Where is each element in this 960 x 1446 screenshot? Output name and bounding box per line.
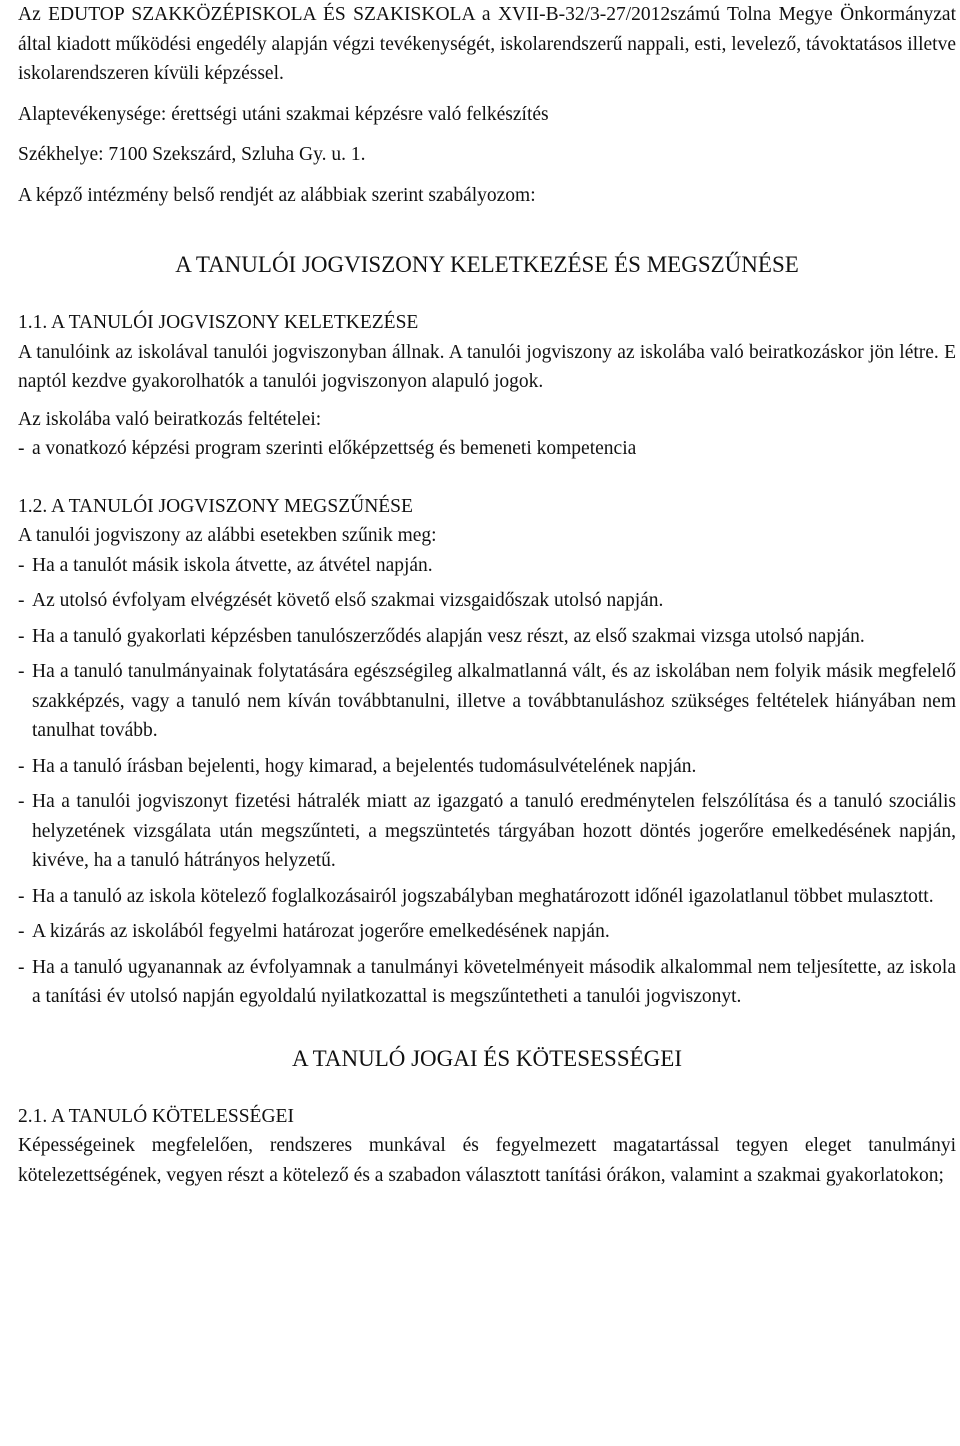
intro-paragraph: Az EDUTOP SZAKKÖZÉPISKOLA ÉS SZAKISKOLA a XVII-B-32/3-27/2012számú Tolna Megye Önkormányzat által kiadott működési engedély alapján végzi tevékenységét, iskolarendszerű nappali, esti, levelező, távoktatásos illetve iskolarendszeren kívüli képzéssel. — [18, 4, 956, 84]
section1-heading: A TANULÓI JOGVISZONY KELETKEZÉSE ÉS MEGSZŰNÉSE — [175, 252, 799, 277]
section2-1-heading: 2.1. A TANULÓ KÖTELESSÉGEI — [18, 1105, 294, 1127]
intro-regulation-statement: A képző intézmény belső rendjét az alábbiak szerint szabályozom: — [18, 184, 536, 206]
intro-headquarters: Székhelye: 7100 Szekszárd, Szluha Gy. u. 1. — [18, 144, 366, 165]
list-item: - Ha a tanuló gyakorlati képzésben tanulószerződés alapján vesz részt, az első szakmai vizsga utolsó napján. — [18, 622, 956, 652]
section1-1-heading: 1.1. A TANULÓI JOGVISZONY KELETKEZÉSE — [18, 312, 419, 333]
list-item: - a vonatkozó képzési program szerinti előképzettség és bemeneti kompetencia — [18, 434, 956, 464]
section2-1-paragraph: Képességeinek megfelelően, rendszeres munkával és fegyelmezett magatartással tegyen eleget tanulmányi kötelezettségének, vegyen részt a kötelező és a szabadon választott tanítási órákon, valamint a szakmai gyakorlatokon; — [18, 1135, 956, 1186]
document-page — [18, 0, 956, 1190]
enrollment-conditions-intro: Az iskolába való beiratkozás feltételei: — [18, 408, 322, 430]
section1-1-paragraph: A tanulóink az iskolával tanulói jogviszonyban állnak. A tanulói jogviszony az iskolába való beiratkozáskor jön létre. E naptól kezdve gyakorolhatók a tanulói jogviszonyon alapuló jogok. — [18, 341, 956, 392]
list-item: - Ha a tanulót másik iskola átvette, az átvétel napján. — [18, 551, 956, 581]
intro-main-activity: Alaptevékenysége: érettségi utáni szakmai képzésre való felkészítés — [18, 103, 549, 125]
list-item: - Ha a tanuló ugyanannak az évfolyamnak a tanulmányi követelményeit második alkalommal nem teljesítette, az iskola a tanítási év utolsó napján egyoldalú nyilatkozattal is megszűntetheti a tanulói jogviszonyt. — [18, 953, 956, 1012]
list-item: - Az utolsó évfolyam elvégzését követő első szakmai vizsgaidőszak utolsó napján. — [18, 586, 956, 616]
termination-cases-list — [18, 551, 956, 1012]
list-item: - Ha a tanulói jogviszonyt fizetési hátralék miatt az igazgató a tanuló eredménytelen felszólítása és a tanuló szociális helyzetének vizsgálata után megszűnteti, a megszüntetés tárgyában hozott döntés jogerőre emelkedésének napján, kivéve, ha a tanuló hátrányos helyzetű. — [18, 787, 956, 876]
list-item: - A kizárás az iskolából fegyelmi határozat jogerőre emelkedésének napján. — [18, 917, 956, 947]
enrollment-conditions-list — [18, 434, 956, 464]
list-item: - Ha a tanuló az iskola kötelező foglalkozásairól jogszabályban meghatározott időnél igazolatlanul többet mulasztott. — [18, 882, 956, 912]
list-item: - Ha a tanuló tanulmányainak folytatására egészségileg alkalmatlanná vált, és az iskolában nem folyik másik megfelelő szakképzés, vagy a tanuló nem kíván továbbtanulni, illetve a továbbtanuláshoz szükséges feltételek hiányában nem tanulhat tovább. — [18, 657, 956, 746]
list-item: - Ha a tanuló írásban bejelenti, hogy kimarad, a bejelentés tudomásulvételének napján. — [18, 752, 956, 782]
section1-2-heading: 1.2. A TANULÓI JOGVISZONY MEGSZŰNÉSE — [18, 495, 413, 517]
termination-intro: A tanulói jogviszony az alábbi esetekben szűnik meg: — [18, 525, 437, 546]
section2-heading: A TANULÓ JOGAI ÉS KÖTESESSÉGEI — [291, 1045, 682, 1071]
